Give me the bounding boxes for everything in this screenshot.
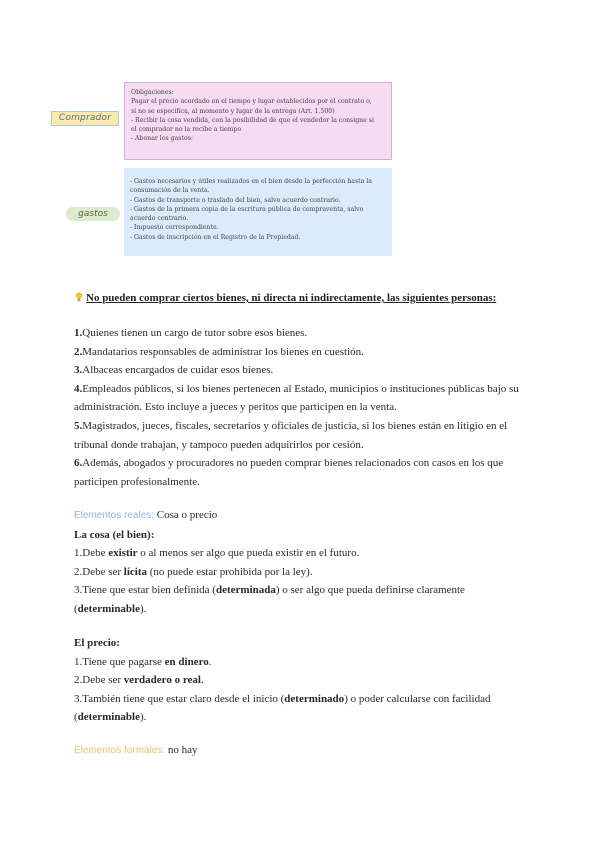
precio-line: 2.Debe ser verdadero o real. [74,674,204,687]
box-line: consumación de la venta. [130,187,210,195]
prohibiciones-list [74,324,534,491]
comprador-tag: Comprador [51,111,119,126]
list-item: 2.Mandatarios responsables de administrar los bienes en cuestión. [74,345,364,358]
box-line: - Impuesto correspondiente. [130,224,219,232]
elementos-formales-value: no hay [165,744,198,756]
box-line: - Recibir la cosa vendida, con la posibilidad de que el vendedor la consigne si [131,116,374,124]
box-line: Obligaciones: [131,89,174,96]
precio-line: 1.Tiene que pagarse en dinero. [74,655,212,668]
elementos-formales-label: Elementos formales: [74,745,166,756]
precio-title: El precio: [74,637,120,649]
precio-section [74,634,534,727]
list-item: 1.Quienes tienen un cargo de tutor sobre esos bienes. [74,327,308,339]
cosa-line: 2.Debe ser lícita (no puede estar prohibida por la ley). [74,565,313,578]
box-line: el comprador no la recibe a tiempo [131,126,242,134]
elementos-reales-label: Elementos reales: [74,510,155,521]
elementos-reales-line [74,506,534,526]
list-item: 3.Albaceas encargados de cuidar esos bienes. [74,364,274,377]
box-line: - Abonar los gastos: [131,135,193,143]
elementos-reales-value: Cosa o precio [154,509,218,521]
box-line: - Gastos necesarios y útiles realizados en el bien desde la perfección hasta la [130,178,372,185]
box-line: - Gastos de transporte o traslado del bien, salvo acuerdo contrario. [130,196,341,204]
list-item: 4.Empleados públicos, si los bienes pertenecen al Estado, municipios o instituciones públicas bajo su administración. Esto incluye a jueces y peritos que participen en la venta. [74,382,519,414]
lightbulb-icon [75,292,83,302]
elementos-formales-section [74,741,534,761]
box-line: Pagar el precio acordado en el tiempo y lugar establecidos por el contrato o, [131,98,372,106]
comprador-obligations-box [124,82,392,160]
gastos-tag: gastos [66,207,120,221]
box-line: - Gastos de la primera copia de la escritura pública de compraventa, salvo [130,205,364,213]
heading-text: No pueden comprar ciertos bienes, ni directa ni indirectamente, las siguientes personas: [86,292,497,304]
box-line: - Gastos de inscripción en el Registro de la Propiedad. [130,233,301,241]
gastos-box [124,168,392,256]
elementos-reales-section [74,506,534,619]
cosa-line: 1.Debe existir o al menos ser algo que pueda existir en el futuro. [74,547,360,560]
list-item: 5.Magistrados, jueces, fiscales, secretarios y oficiales de justicia, si los bienes están en litigio en el tribunal donde trabajan, y tampoco pueden adquirirlos por cesión. [74,419,508,451]
list-item: 6.Además, abogados y procuradores no pueden comprar bienes relacionados con casos en los que participen profesionalmente. [74,457,504,488]
box-line: acuerdo contrario. [130,215,189,223]
cosa-line: 3.Tiene que estar bien definida (determinada) o ser algo que pueda definirse claramente (determinable). [74,584,465,615]
prohibiciones-heading [75,292,496,304]
cosa-title: La cosa (el bien): [74,528,155,541]
precio-line: 3.También tiene que estar claro desde el inicio (determinado) o poder calcularse con facilidad (determinable). [74,692,491,724]
box-line: si no se especifica, al momento y lugar de la entrega (Art. 1.500) [131,107,335,115]
